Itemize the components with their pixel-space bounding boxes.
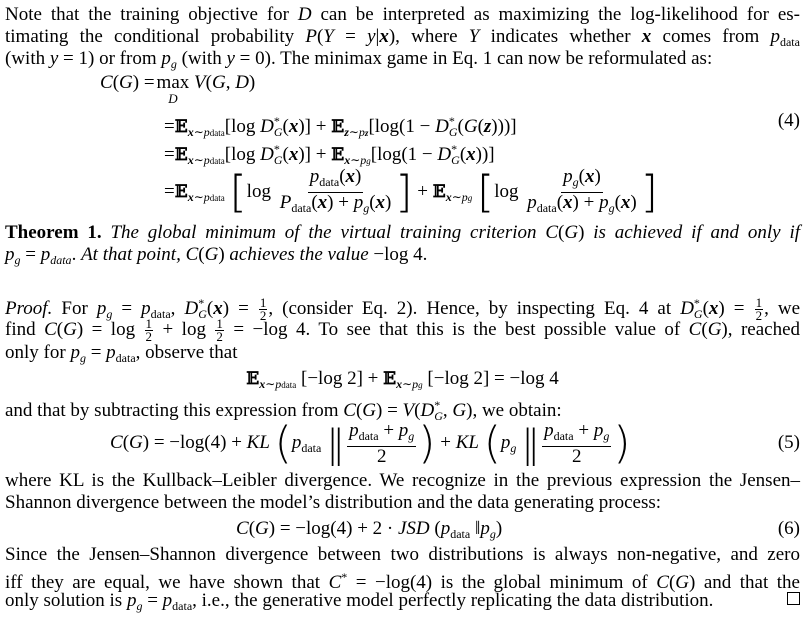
intro-line-3: (with y = 1) or from $p_g$ (with y = 0). The minimax game in Eq. 1 can now be reformulated as: [5, 48, 713, 71]
eq6-number: (6) [777, 518, 800, 539]
qed-symbol [787, 590, 800, 612]
equation-5: C(G) = −log(4) + KL ($p_{data}$ ‖ $\frac{p_{data} + p_g}{2}$ ) + KL ($p_g$ ‖ $\frac{p_{data} + p_g}{2}$ ) [110, 417, 631, 469]
theorem-line-2: $p_g = p_{data}$. At that point, C(G) achieves the value −log 4. [5, 244, 428, 267]
eq4-max-subscript: D [168, 91, 178, 106]
conclusion-line-1: Since the Jensen–Shannon divergence between two distributions is always non-negative, and zero [5, 544, 800, 565]
theorem-label: Theorem 1. [5, 222, 102, 243]
eq4-row-4: =𝔼$_{x\sim pdata}$ [log $\frac{p_{data}(x)}{P_{data}(x) + p_g(x)}$ ] + 𝔼$_{x\sim pg}$ [log $\frac{p_g(x)}{p_{data}(x) + p_g(x)}$ ] [164, 166, 658, 218]
proof-line-2: find C(G) = log $\frac{1}{2}$ + log $\frac{1}{2}$ = −log 4. To see that this is the best possible value of C(G), reached [5, 316, 801, 344]
eq4-max-operator: max [156, 72, 190, 93]
conclusion-line-2: iff they are equal, we have shown that C* = −log(4) is the global minimum of C(G) and that the [5, 570, 800, 593]
kl-line-2: Shannon divergence between the model’s distribution and the data generating process: [5, 492, 662, 513]
eq4-row-1: C(G) = max D V(G, D) [100, 72, 256, 106]
eq4-row-3: =𝔼$_{x\sim pdata}$[log $D^*_G(x)$] + 𝔼$_{x\sim pg}$[log(1 − $D^*_G(x)$)] [164, 142, 495, 167]
eq4-row-2: =𝔼$_{x\sim pdata}$[log $D^*_G(x)$] + 𝔼$_{z\sim pz}$[log(1 − $D^*_G(G(z))$)] [164, 114, 517, 139]
proof-line-4: and that by subtracting this expression from $C(G) = V(D^*_G$, G), we obtain: [5, 398, 562, 423]
eq4-number: (4) [777, 110, 800, 131]
proof-display-equation: 𝔼$_{x\sim pdata}$ [−log 2] + 𝔼$_{x\sim pg}$ [−log 2] = −log 4 [246, 368, 559, 391]
proof-line-1: Proof. For $p_g = p_{data}$, $D^*_G(x)$ = $\frac{1}{2}$ , (consider Eq. 2). Hence, by inspecting Eq. 4 at $D^*_G(x)$ = $\frac{1}{2}$ , we [5, 295, 801, 324]
kl-line-1: where KL is the Kullback–Leibler divergence. We recognize in the previous expression the Jensen– [5, 470, 800, 491]
proof-line-3: only for $p_g = p_{data}$, observe that [5, 342, 238, 365]
intro-line-2: timating the conditional probability P(Y = y|x), where Y indicates whether x comes from $p_{data}$ [5, 26, 800, 49]
equation-6: C(G) = −log(4) + 2 · JSD ($p_{data}$ $‖p_g$) [236, 518, 503, 541]
theorem-line-1: Theorem 1. The global minimum of the virtual training criterion C(G) is achieved if and only if [5, 222, 801, 243]
proof-label: Proof. [5, 298, 53, 319]
intro-line-1: Note that the training objective for D can be interpreted as maximizing the log-likelihood for es- [5, 4, 800, 25]
eq5-number: (5) [777, 432, 800, 453]
conclusion-line-3: only solution is $p_g = p_{data}$, i.e., the generative model perfectly replicating the data distribution. [5, 590, 714, 613]
